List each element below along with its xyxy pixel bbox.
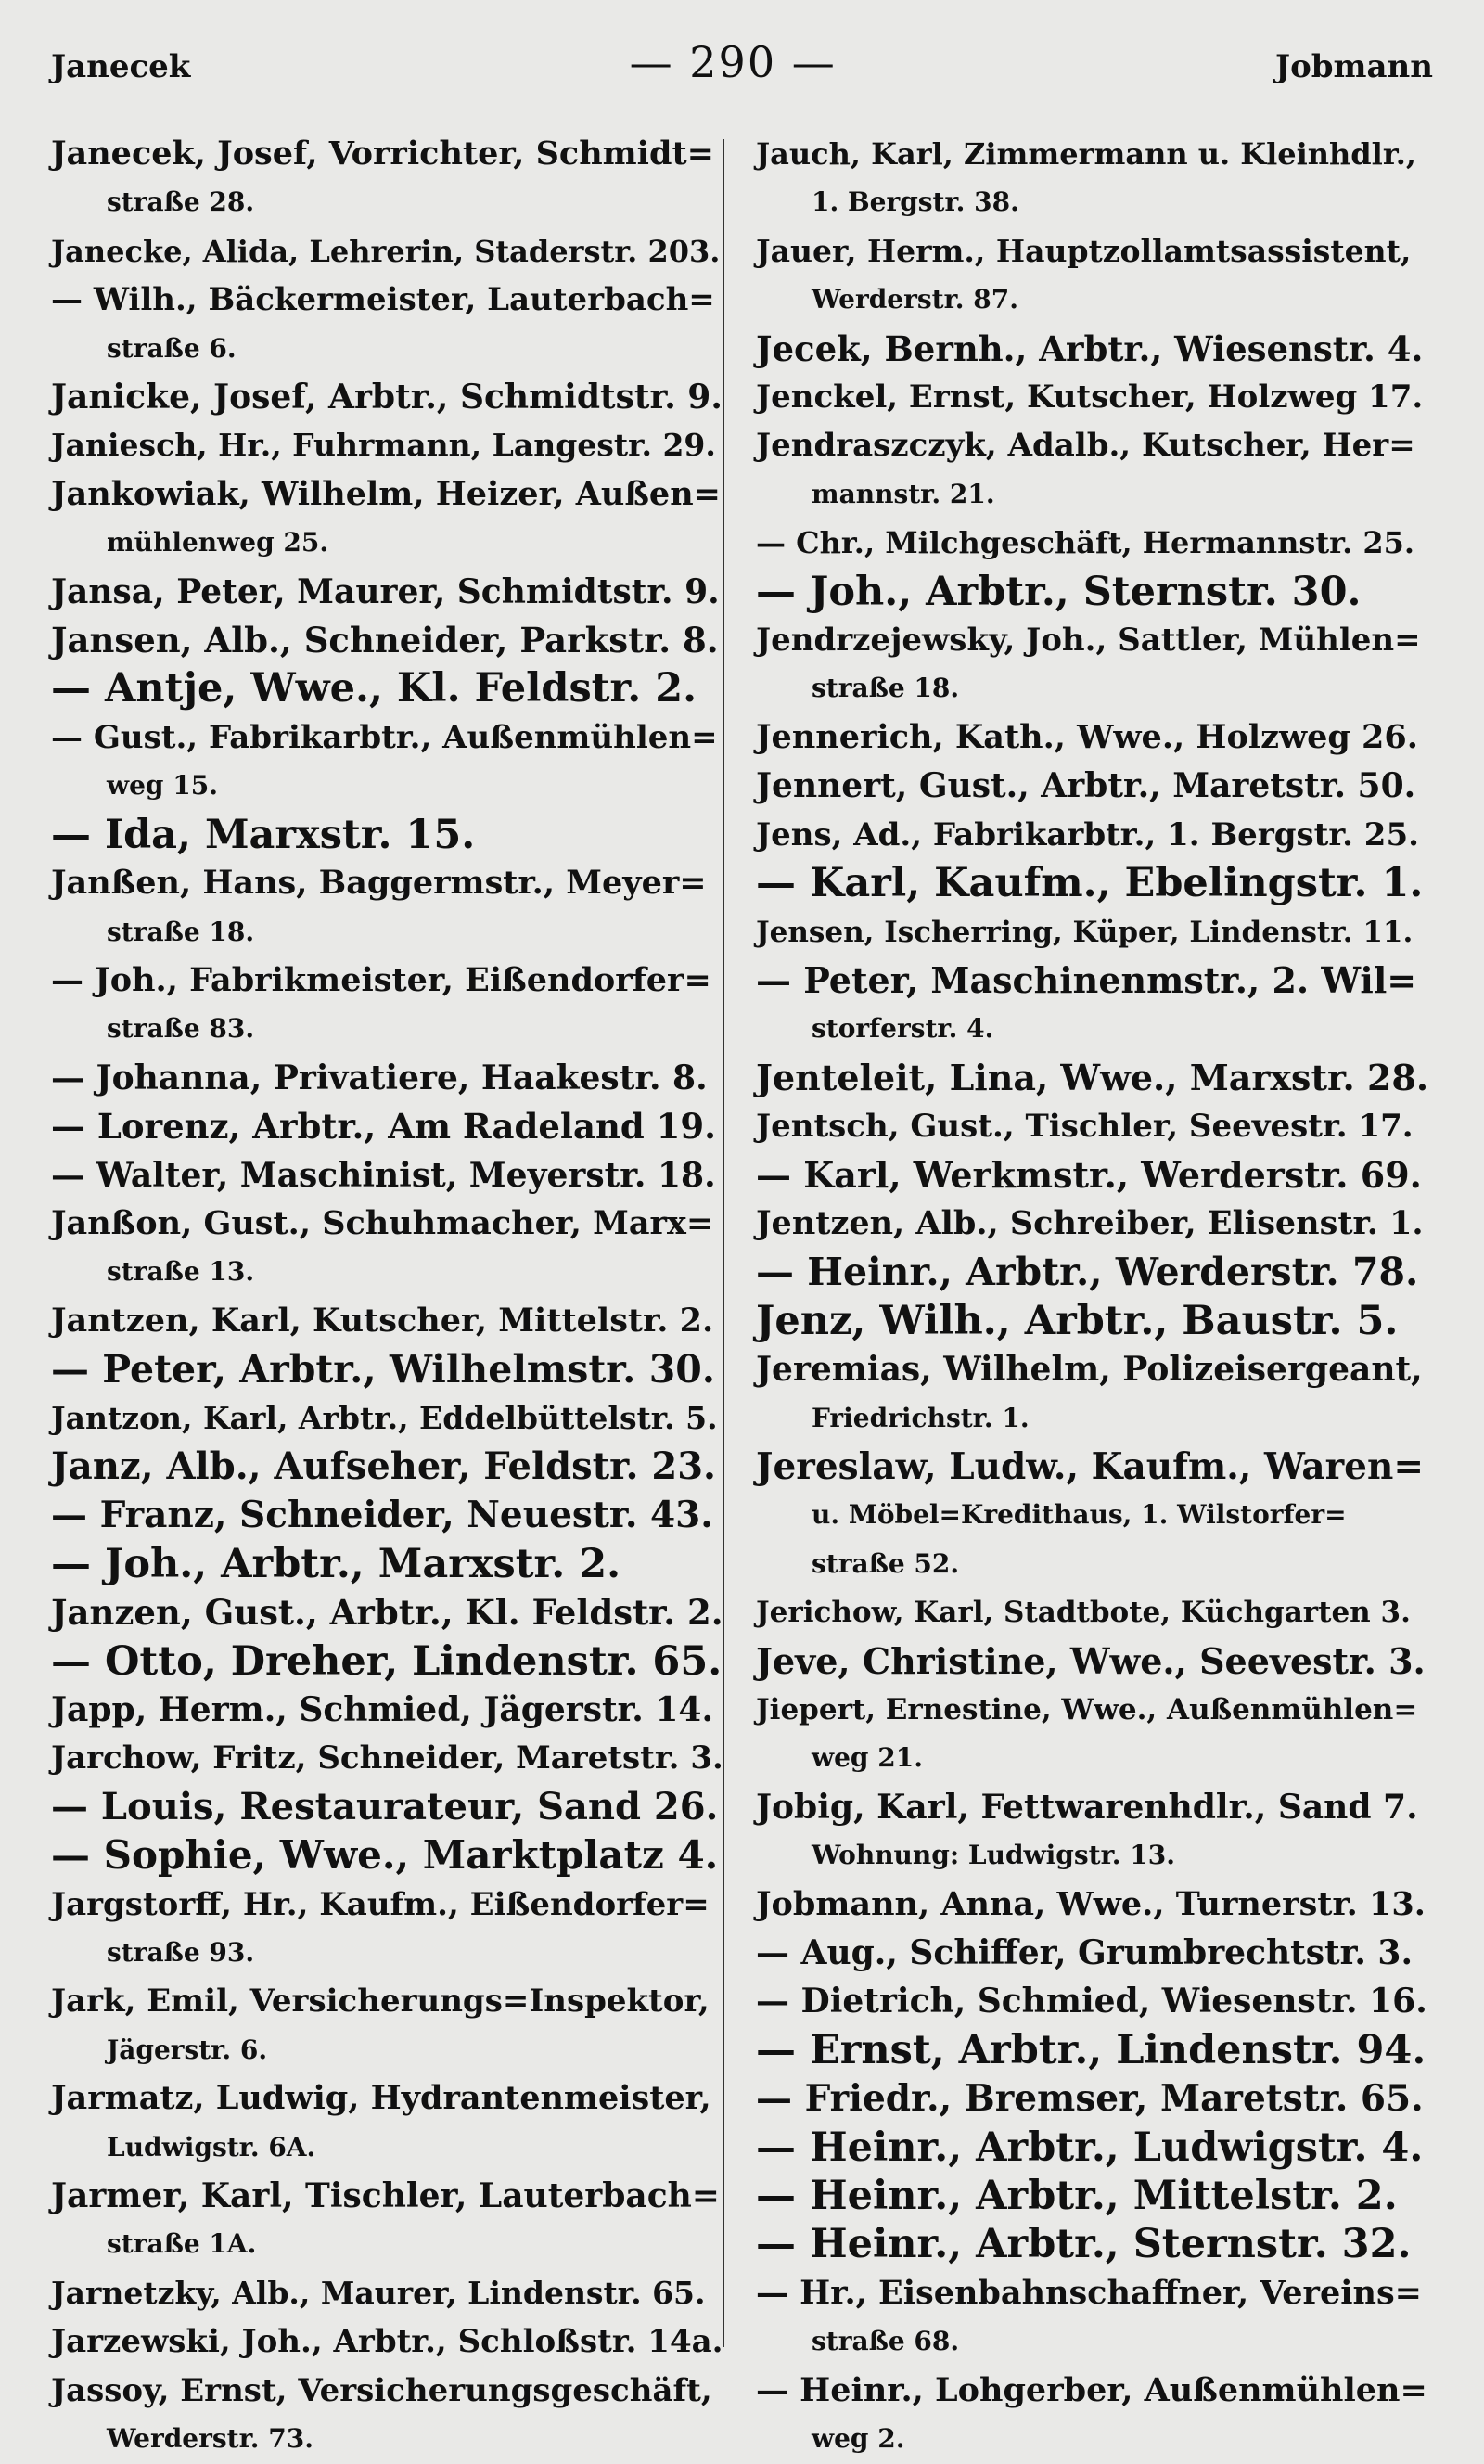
entry-continuation-line: straße 28. xyxy=(107,186,255,218)
entry-continuation-line: straße 83. xyxy=(107,1013,255,1045)
left-column xyxy=(51,130,723,2464)
entry-continuation-line: weg 21. xyxy=(812,1742,923,1774)
directory-entry-line: — Chr., Milchgeschäft, Hermannstr. 25. xyxy=(756,525,1415,561)
directory-entry-line: Jassoy, Ernst, Versicherungsgeschäft, xyxy=(51,2371,712,2409)
directory-entry-line: Jankowiak, Wilhelm, Heizer, Außen= xyxy=(51,474,721,513)
entry-continuation-line: straße 52. xyxy=(812,1547,960,1579)
entry-continuation-line: weg 15. xyxy=(107,770,218,802)
entry-continuation-line: Wohnung: Ludwigstr. 13. xyxy=(812,1840,1175,1871)
directory-entry-line: — Wilh., Bäckermeister, Lauterbach= xyxy=(51,281,715,319)
directory-entry-line: — Hr., Eisenbahnschaffner, Vereins= xyxy=(756,2273,1423,2312)
entry-continuation-line: straße 18. xyxy=(107,916,255,947)
entry-continuation-line: straße 6. xyxy=(107,332,237,364)
directory-entry-line: Jark, Emil, Versicherungs=Inspektor, xyxy=(51,1983,710,2021)
directory-entry-line: — Heinr., Arbtr., Mittelstr. 2. xyxy=(756,2173,1398,2220)
entry-continuation-line: straße 1A. xyxy=(107,2228,257,2260)
directory-entry-line: Janßen, Hans, Baggermstr., Meyer= xyxy=(51,864,707,903)
directory-entry-line: — Friedr., Bremser, Maretstr. 65. xyxy=(756,2077,1424,2121)
directory-entry-line: Jereslaw, Ludw., Kaufm., Waren= xyxy=(756,1444,1425,1488)
directory-entry-line: — Dietrich, Schmied, Wiesenstr. 16. xyxy=(756,1982,1427,2021)
directory-entry-line: — Peter, Arbtr., Wilhelmstr. 30. xyxy=(51,1347,716,1392)
directory-entry-line: — Heinr., Lohgerber, Außenmühlen= xyxy=(756,2370,1427,2409)
directory-entry-line: Japp, Herm., Schmied, Jägerstr. 14. xyxy=(51,1690,714,1729)
directory-entry-line: — Antje, Wwe., Kl. Feldstr. 2. xyxy=(51,665,697,712)
directory-entry-line: Jobmann, Anna, Wwe., Turnerstr. 13. xyxy=(756,1884,1426,1923)
directory-entry-line: — Joh., Fabrikmeister, Eißendorfer= xyxy=(51,960,711,999)
directory-entry-line: Janzen, Gust., Arbtr., Kl. Feldstr. 2. xyxy=(51,1592,723,1634)
directory-entry-line: Jenteleit, Lina, Wwe., Marxstr. 28. xyxy=(756,1056,1429,1098)
directory-entry-line: — Ida, Marxstr. 15. xyxy=(51,811,476,858)
directory-entry-line: Jennerich, Kath., Wwe., Holzweg 26. xyxy=(756,717,1418,756)
directory-entry-line: Jauer, Herm., Hauptzollamtsassistent, xyxy=(756,232,1412,269)
entry-continuation-line: u. Möbel=Kredithaus, 1. Wilstorfer= xyxy=(812,1499,1347,1531)
directory-entry-line: — Joh., Arbtr., Marxstr. 2. xyxy=(51,1540,621,1587)
entry-continuation-line: Ludwigstr. 6A. xyxy=(107,2131,316,2162)
directory-entry-line: Janz, Alb., Aufseher, Feldstr. 23. xyxy=(51,1444,716,1488)
directory-entry-line: — Peter, Maschinenmstr., 2. Wil= xyxy=(756,958,1417,1001)
directory-entry-line: — Ernst, Arbtr., Lindenstr. 94. xyxy=(756,2026,1426,2073)
directory-entry-line: Jantzon, Karl, Arbtr., Eddelbüttelstr. 5. xyxy=(51,1399,718,1436)
entry-continuation-line: storferstr. 4. xyxy=(812,1013,994,1045)
entry-continuation-line: mannstr. 21. xyxy=(812,478,995,509)
directory-entry-line: — Heinr., Arbtr., Werderstr. 78. xyxy=(756,1250,1419,1295)
directory-entry-line: Jansen, Alb., Schneider, Parkstr. 8. xyxy=(51,620,719,661)
header-left-keyword: Janecek xyxy=(51,48,191,85)
header-right-keyword: Jobmann xyxy=(1275,48,1433,85)
directory-entry-line: Jarchow, Fritz, Schneider, Maretstr. 3. xyxy=(51,1739,723,1777)
directory-entry-line: — Franz, Schneider, Neuestr. 43. xyxy=(51,1494,713,1537)
directory-entry-line: Jansa, Peter, Maurer, Schmidtstr. 9. xyxy=(51,571,720,611)
directory-entry-line: — Otto, Dreher, Lindenstr. 65. xyxy=(51,1637,723,1685)
column-divider xyxy=(723,139,724,2347)
right-column xyxy=(756,130,1428,2464)
entry-continuation-line: straße 68. xyxy=(812,2326,960,2357)
directory-entry-line: Janecek, Josef, Vorrichter, Schmidt= xyxy=(51,135,714,173)
directory-entry-line: Jecek, Bernh., Arbtr., Wiesenstr. 4. xyxy=(756,327,1424,369)
directory-entry-line: — Karl, Kaufm., Ebelingstr. 1. xyxy=(756,860,1424,907)
directory-entry-line: — Johanna, Privatiere, Haakestr. 8. xyxy=(51,1058,708,1097)
directory-entry-line: — Heinr., Arbtr., Ludwigstr. 4. xyxy=(756,2124,1424,2171)
entry-continuation-line: Werderstr. 73. xyxy=(107,2423,313,2455)
entry-continuation-line: Friedrichstr. 1. xyxy=(812,1402,1030,1433)
directory-entry-line: — Karl, Werkmstr., Werderstr. 69. xyxy=(756,1153,1422,1196)
directory-entry-line: Jennert, Gust., Arbtr., Maretstr. 50. xyxy=(756,766,1416,806)
directory-entry-line: Jentsch, Gust., Tischler, Seevestr. 17. xyxy=(756,1108,1414,1146)
directory-entry-line: Jenz, Wilh., Arbtr., Baustr. 5. xyxy=(756,1297,1399,1344)
entry-continuation-line: mühlenweg 25. xyxy=(107,527,329,558)
directory-entry-line: Jargstorff, Hr., Kaufm., Eißendorfer= xyxy=(51,1885,710,1923)
directory-entry-line: Jentzen, Alb., Schreiber, Elisenstr. 1. xyxy=(756,1203,1424,1242)
directory-entry-line: — Lorenz, Arbtr., Am Radeland 19. xyxy=(51,1106,716,1148)
directory-entry-line: — Joh., Arbtr., Sternstr. 30. xyxy=(756,568,1362,615)
directory-entry-line: Janicke, Josef, Arbtr., Schmidtstr. 9. xyxy=(51,378,723,417)
entry-continuation-line: Werderstr. 87. xyxy=(812,284,1018,315)
directory-entry-line: Jauch, Karl, Zimmermann u. Kleinhdlr., xyxy=(756,136,1417,172)
directory-entry-line: Jantzen, Karl, Kutscher, Mittelstr. 2. xyxy=(51,1301,714,1340)
directory-entry-line: Jendrzejewsky, Joh., Sattler, Mühlen= xyxy=(756,622,1421,660)
directory-entry-line: Jobig, Karl, Fettwarenhdlr., Sand 7. xyxy=(756,1787,1418,1827)
directory-entry-line: — Louis, Restaurateur, Sand 26. xyxy=(51,1784,719,1829)
directory-entry-line: Jenckel, Ernst, Kutscher, Holzweg 17. xyxy=(756,379,1424,417)
entry-continuation-line: straße 93. xyxy=(107,1937,255,1969)
directory-entry-line: Jendraszczyk, Adalb., Kutscher, Her= xyxy=(756,427,1415,465)
directory-entry-line: Jarzewski, Joh., Arbtr., Schloßstr. 14a. xyxy=(51,2323,723,2361)
running-head xyxy=(51,37,1433,102)
directory-entry-line: Janiesch, Hr., Fuhrmann, Langestr. 29. xyxy=(51,427,716,464)
directory-entry-line: — Gust., Fabrikarbtr., Außenmühlen= xyxy=(51,718,718,756)
directory-entry-line: Jarnetzky, Alb., Maurer, Lindenstr. 65. xyxy=(51,2274,706,2311)
directory-entry-line: — Sophie, Wwe., Marktplatz 4. xyxy=(51,1832,719,1879)
page-number: — 290 — xyxy=(629,37,837,87)
directory-entry-line: Jens, Ad., Fabrikarbtr., 1. Bergstr. 25. xyxy=(756,815,1419,853)
entry-continuation-line: weg 2. xyxy=(812,2423,905,2455)
directory-entry-line: Jarmer, Karl, Tischler, Lauterbach= xyxy=(51,2176,720,2216)
directory-entry-line: — Walter, Maschinist, Meyerstr. 18. xyxy=(51,1155,716,1195)
entry-continuation-line: straße 13. xyxy=(107,1256,255,1288)
entry-continuation-line: straße 18. xyxy=(812,673,960,704)
directory-entry-line: Janßon, Gust., Schuhmacher, Marx= xyxy=(51,1203,714,1242)
entry-continuation-line: Jägerstr. 6. xyxy=(107,2034,268,2065)
directory-entry-line: Jeremias, Wilhelm, Polizeisergeant, xyxy=(756,1350,1423,1390)
directory-entry-line: — Aug., Schiffer, Grumbrechtstr. 3. xyxy=(756,1933,1413,1973)
directory-entry-line: Jarmatz, Ludwig, Hydrantenmeister, xyxy=(51,2079,711,2118)
directory-entry-line: Jensen, Ischerring, Küper, Lindenstr. 11. xyxy=(756,915,1414,949)
directory-entry-line: Jerichow, Karl, Stadtbote, Küchgarten 3. xyxy=(756,1596,1411,1630)
directory-entry-line: Jeve, Christine, Wwe., Seevestr. 3. xyxy=(756,1639,1426,1682)
directory-entry-line: — Heinr., Arbtr., Sternstr. 32. xyxy=(756,2221,1412,2268)
directory-entry-line: Jiepert, Ernestine, Wwe., Außenmühlen= xyxy=(756,1693,1418,1726)
entry-continuation-line: 1. Bergstr. 38. xyxy=(812,186,1019,218)
directory-entry-line: Janecke, Alida, Lehrerin, Staderstr. 203. xyxy=(51,233,721,269)
